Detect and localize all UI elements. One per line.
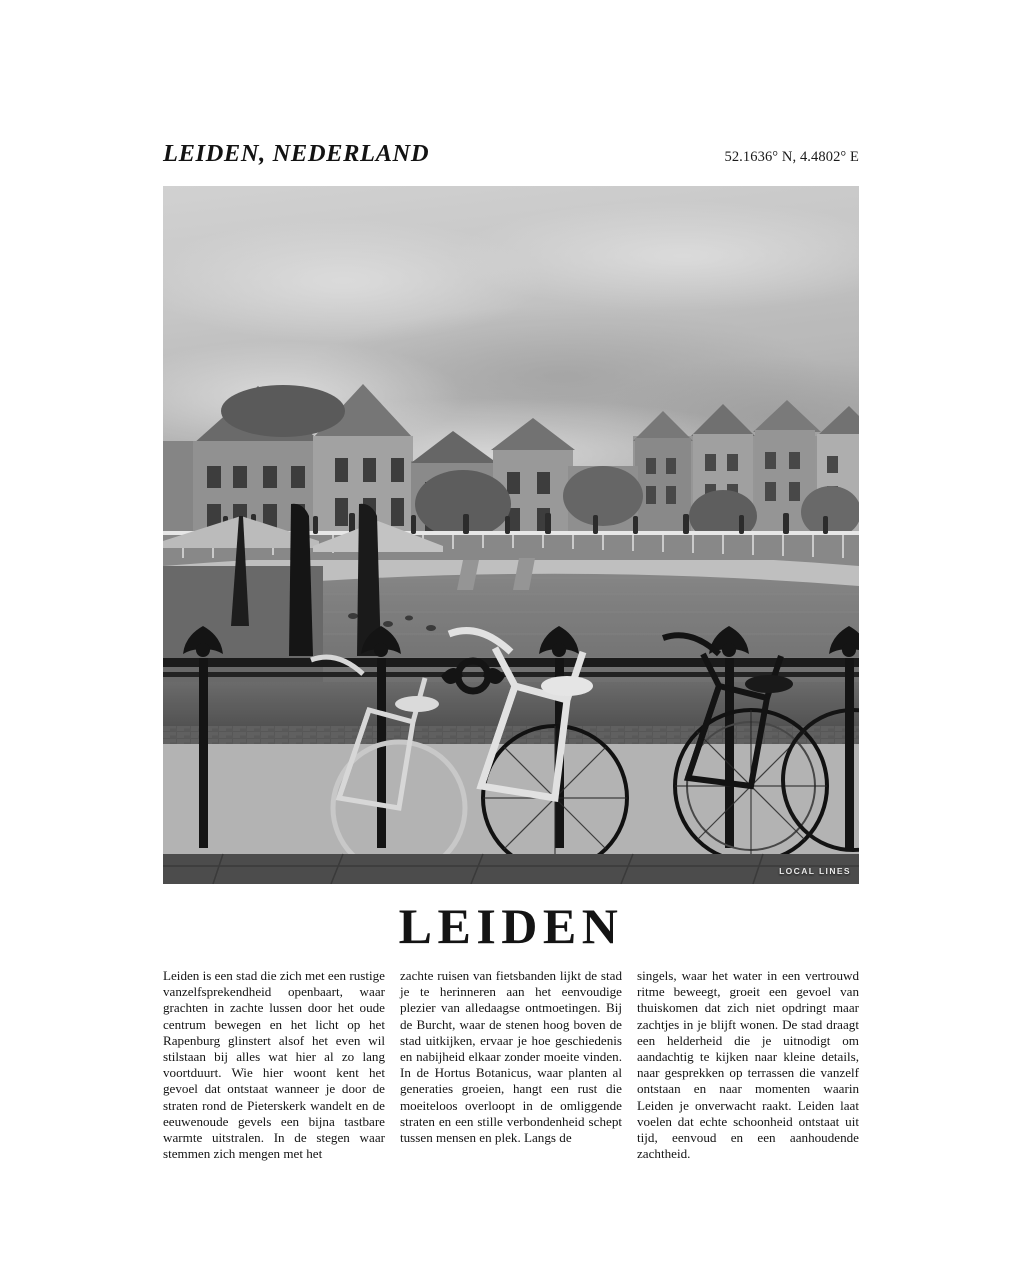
place-label: LEIDEN, NEDERLAND	[163, 140, 430, 167]
hero-photograph	[163, 186, 859, 884]
body-paragraph-3: singels, waar het water in een vertrouwd ritme beweegt, groeit een gevoel van thuiskomen dat zich niet opdringt maar zachtjes in je blijft wonen. De stad draagt een helderheid die je uitnodigt om aandachtig te kijken naar kleine details, naar gesprekken op terrassen die vanzelf ontstaan en naar momenten waarin Leiden je onverwacht raakt. Leiden laat voelen dat echte schoonheid ontstaat uit tijd, eenvoud en een aanhoudende zachtheid.	[637, 968, 859, 1162]
body-paragraph-2: zachte ruisen van fietsbanden lijkt de stad je te herinneren aan het eenvoudige plezier van alledaagse ontmoetingen. Bij de Burcht, waar de stenen hoog boven de stad uitkijken, ervaar je hoe geschiedenis en nabijheid elkaar zonder moeite vinden. In de Hortus Botanicus, waar planten al generaties groeien, hangt een rust die moeiteloos overloopt in de omliggende straten en een stille verbondenheid schept tussen mensen en plek. Langs de	[400, 968, 622, 1146]
coordinates-label: 52.1636° N, 4.4802° E	[724, 149, 859, 165]
photo-watermark: LOCAL LINES	[779, 866, 851, 876]
body-column-2	[400, 968, 622, 1162]
body-column-3	[637, 968, 859, 1162]
masthead	[163, 140, 859, 174]
article-body	[163, 968, 859, 1162]
photograph-illustration	[163, 186, 859, 884]
body-paragraph-1: Leiden is een stad die zich met een rustige vanzelfsprekendheid openbaart, waar grachten in zachte lussen door het oude centrum bewegen en het licht op het Rapenburg glinstert alsof het even wil stilstaan bij alles wat hier al zo lang voortduurt. Wie hier woont kent het gevoel dat ontstaat wanneer je door de straten rond de Pieterskerk wandelt en de eeuwenoude gevels een bijna tastbare warmte uitstralen. In de stegen waar stemmen zich mengen met het	[163, 968, 385, 1162]
page-title: LEIDEN	[398, 898, 624, 954]
body-column-1	[163, 968, 385, 1162]
